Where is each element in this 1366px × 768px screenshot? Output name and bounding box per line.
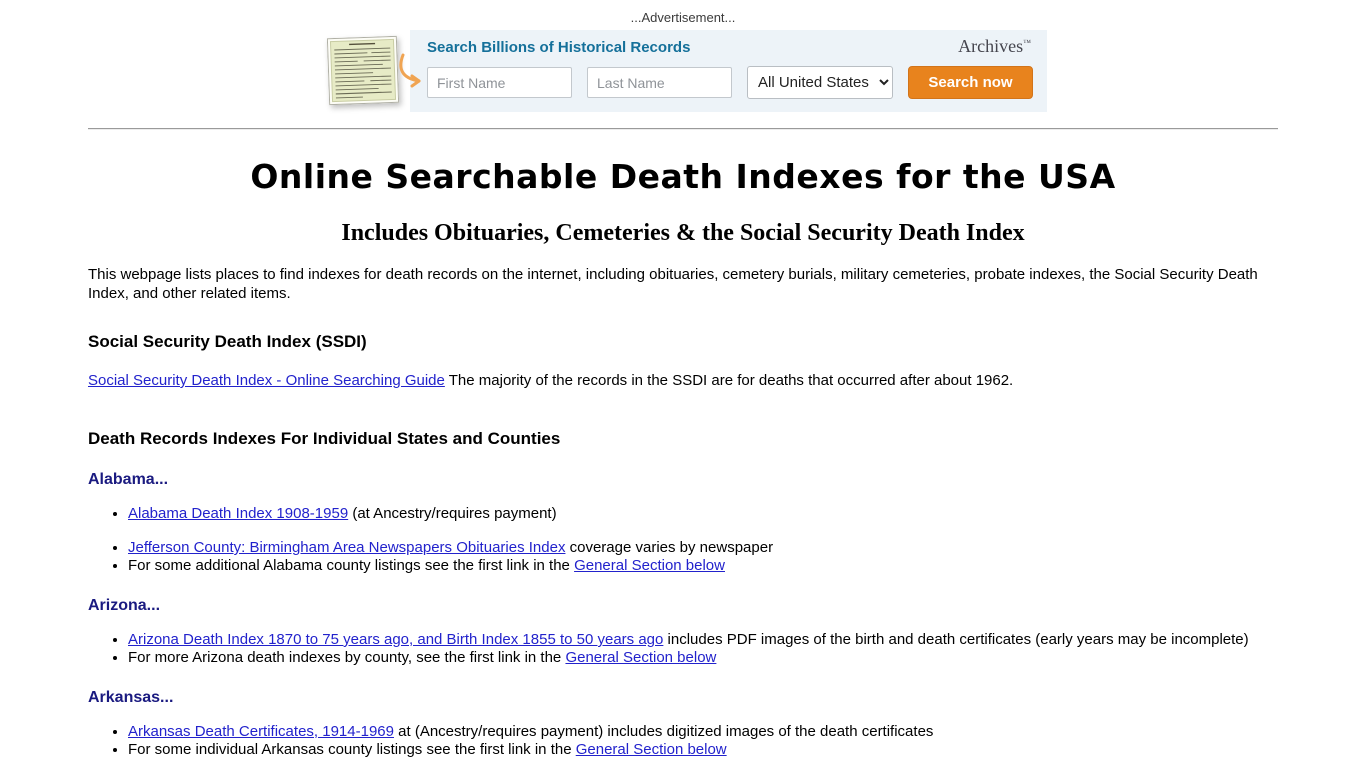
ad-box — [410, 30, 1047, 112]
content-link[interactable]: General Section below — [575, 741, 727, 758]
list-item — [128, 723, 1278, 741]
item-text: For more Arizona death indexes by county, see the first link in the — [128, 649, 566, 666]
content-link[interactable]: Arizona Death Index 1870 to 75 years ago, and Birth Index 1855 to 50 years ago — [128, 631, 664, 648]
list-item — [128, 505, 1278, 523]
trademark-symbol: ™ — [1023, 38, 1031, 47]
item-text: (at Ancestry/requires payment) — [348, 505, 557, 522]
main-content — [88, 157, 1278, 759]
list-item — [128, 557, 1278, 575]
last-name-input[interactable] — [587, 67, 732, 98]
state-link-list — [88, 723, 1278, 759]
archives-logo — [958, 36, 1031, 57]
state-link-list — [88, 505, 1278, 523]
ssdi-line-text: The majority of the records in the SSDI are for deaths that occurred after about 1962. — [444, 372, 1014, 389]
divider — [88, 128, 1278, 130]
list-item — [128, 539, 1278, 557]
state-heading-arizona: Arizona... — [88, 597, 161, 614]
ssdi-heading: Social Security Death Index (SSDI) — [88, 332, 367, 351]
states-heading: Death Records Indexes For Individual States and Counties — [88, 429, 561, 448]
content-link[interactable]: Jefferson County: Birmingham Area Newspapers Obituaries Index — [128, 539, 566, 556]
content-link[interactable]: Alabama Death Index 1908-1959 — [128, 505, 349, 522]
ad-search-form — [427, 67, 1033, 99]
states-list — [88, 471, 1278, 759]
advertisement-label: ...Advertisement... — [630, 10, 736, 25]
item-text: For some additional Alabama county listings see the first link in the — [128, 557, 575, 574]
list-item — [128, 741, 1278, 759]
state-link-list — [88, 631, 1278, 667]
state-heading-alabama: Alabama... — [88, 471, 169, 488]
intro-paragraph: This webpage lists places to find indexes for death records on the internet, including obituaries, cemetery burials, military cemeteries, probate indexes, the Social Security Death Index, and other related items. — [88, 266, 1258, 302]
item-text: For some individual Arkansas county listings see the first link in the — [128, 741, 576, 758]
list-item — [128, 649, 1278, 667]
content-link[interactable]: General Section below — [574, 557, 725, 574]
certificate-image — [327, 36, 399, 105]
region-select[interactable] — [747, 66, 893, 99]
item-text: coverage varies by newspaper — [565, 539, 774, 556]
ssdi-guide-link[interactable]: Social Security Death Index - Online Searching Guide — [88, 372, 445, 389]
list-item — [128, 631, 1278, 649]
ssdi-line — [88, 372, 1278, 389]
ad-headline: Search Billions of Historical Records — [427, 39, 691, 56]
state-link-list — [88, 539, 1278, 575]
ad-banner — [319, 30, 1047, 112]
archives-logo-text: Archives — [958, 36, 1024, 56]
content-link[interactable]: General Section below — [565, 649, 717, 666]
search-now-button[interactable]: Search now — [908, 66, 1033, 99]
arrow-icon — [395, 52, 437, 94]
item-text: includes PDF images of the birth and death certificates (early years may be incomplete) — [663, 631, 1249, 648]
state-heading-arkansas: Arkansas... — [88, 689, 174, 706]
page-title: Online Searchable Death Indexes for the USA — [250, 157, 1116, 196]
item-text: at (Ancestry/requires payment) includes digitized images of the death certificates — [393, 723, 934, 740]
advertisement-section — [319, 0, 1047, 112]
first-name-input[interactable] — [427, 67, 572, 98]
page-subtitle: Includes Obituaries, Cemeteries & the Social Security Death Index — [341, 220, 1025, 246]
content-link[interactable]: Arkansas Death Certificates, 1914-1969 — [128, 723, 394, 740]
death-certificate-thumbnail — [327, 36, 399, 105]
